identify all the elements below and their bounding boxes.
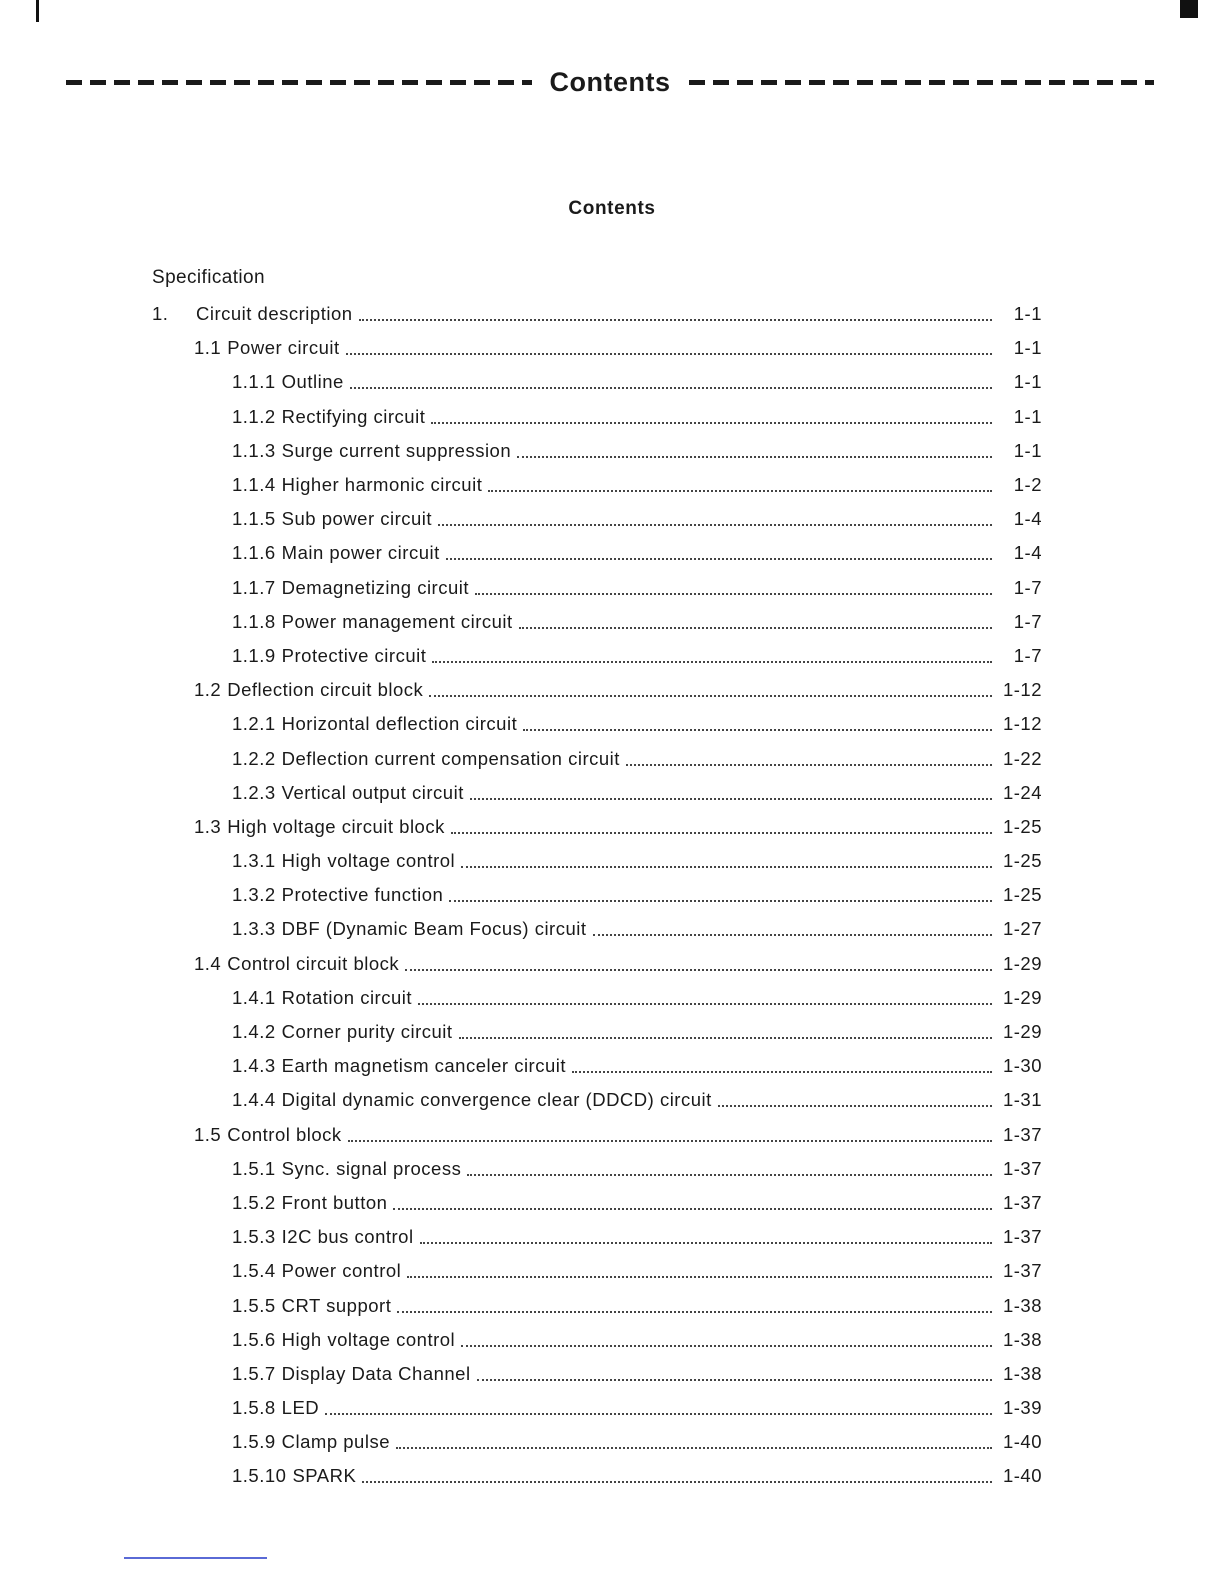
toc-entry-number: 1.1 bbox=[194, 337, 222, 359]
toc-entry-title: High voltage control bbox=[281, 850, 456, 872]
toc-entry[interactable] bbox=[0, 912, 1224, 946]
header-dash-rule-right bbox=[689, 80, 1155, 85]
toc-entry[interactable] bbox=[0, 1459, 1224, 1493]
toc-entry-number: 1.5.6 bbox=[232, 1328, 276, 1350]
toc-entry[interactable] bbox=[0, 1391, 1224, 1425]
toc-entry[interactable] bbox=[0, 1220, 1224, 1254]
toc-entry-page: 1-29 bbox=[1002, 952, 1042, 974]
toc-entry-page: 1-38 bbox=[1002, 1362, 1042, 1384]
toc-dot-leader bbox=[418, 983, 992, 1005]
toc-entry-page: 1-22 bbox=[1002, 747, 1042, 769]
toc-dot-leader bbox=[523, 709, 992, 731]
toc-dot-leader bbox=[593, 914, 992, 936]
toc-entry[interactable] bbox=[0, 400, 1224, 434]
toc-dot-leader bbox=[393, 1188, 992, 1210]
toc-entry-number: 1.5.3 bbox=[232, 1226, 276, 1248]
toc-entry[interactable] bbox=[0, 981, 1224, 1015]
toc-entry-title: Front button bbox=[281, 1191, 388, 1213]
toc-dot-leader bbox=[348, 1120, 992, 1142]
toc-dot-leader bbox=[517, 436, 992, 458]
toc-entry-title: Main power circuit bbox=[281, 542, 440, 564]
toc-entry[interactable] bbox=[0, 536, 1224, 570]
toc-entry-number: 1.1.1 bbox=[232, 371, 276, 393]
toc-entry[interactable] bbox=[0, 468, 1224, 502]
toc-entry-title: Power management circuit bbox=[281, 610, 513, 632]
toc-entry-page: 1-38 bbox=[1002, 1294, 1042, 1316]
toc-entry-title: DBF (Dynamic Beam Focus) circuit bbox=[281, 918, 587, 940]
toc-dot-leader bbox=[461, 1325, 992, 1347]
toc-dot-leader bbox=[396, 1427, 992, 1449]
toc-entry-title: Deflection circuit block bbox=[227, 679, 424, 701]
toc-entry[interactable] bbox=[0, 947, 1224, 981]
toc-entry-page: 1-40 bbox=[1002, 1465, 1042, 1487]
toc-entry-page: 1-12 bbox=[1002, 679, 1042, 701]
toc-entry[interactable] bbox=[0, 741, 1224, 775]
toc-entry-number: 1.5 bbox=[194, 1123, 222, 1145]
toc-entry-page: 1-7 bbox=[1013, 610, 1042, 632]
toc-dot-leader bbox=[459, 1017, 992, 1039]
toc-entry[interactable] bbox=[0, 673, 1224, 707]
toc-entry-title: Rotation circuit bbox=[281, 986, 413, 1008]
toc-entry-title: Power control bbox=[281, 1260, 402, 1282]
toc-dot-leader bbox=[626, 744, 992, 766]
toc-entry-number: 1.1.2 bbox=[232, 405, 276, 427]
toc-entry[interactable] bbox=[0, 1288, 1224, 1322]
toc-entry-page: 1-4 bbox=[1013, 508, 1042, 530]
toc-entry-title: Control circuit block bbox=[227, 952, 400, 974]
toc-entry[interactable] bbox=[0, 707, 1224, 741]
toc-entry-title: CRT support bbox=[281, 1294, 392, 1316]
toc-entry-number: 1.5.2 bbox=[232, 1191, 276, 1213]
toc-entry-title: Deflection current compensation circuit bbox=[281, 747, 620, 769]
toc-dot-leader bbox=[475, 573, 992, 595]
page-edge-mark-right bbox=[1180, 0, 1198, 18]
toc-entry[interactable] bbox=[0, 810, 1224, 844]
toc-entry[interactable] bbox=[0, 1118, 1224, 1152]
toc-entry[interactable] bbox=[0, 1049, 1224, 1083]
toc-entry-number: 1.4.2 bbox=[232, 1021, 276, 1043]
toc-entry-number: 1.5.5 bbox=[232, 1294, 276, 1316]
toc-entry[interactable] bbox=[0, 502, 1224, 536]
toc-entry-number: 1.3.2 bbox=[232, 884, 276, 906]
toc-dot-leader bbox=[362, 1461, 992, 1483]
toc-dot-leader bbox=[431, 402, 992, 424]
toc-entry-page: 1-4 bbox=[1013, 542, 1042, 564]
footer-rule bbox=[124, 1557, 267, 1559]
toc-dot-leader bbox=[325, 1393, 992, 1415]
toc-entry-page: 1-1 bbox=[1013, 303, 1042, 325]
toc-entry-page: 1-37 bbox=[1002, 1226, 1042, 1248]
toc-entry-title: Higher harmonic circuit bbox=[281, 474, 483, 496]
toc-entry-number: 1.3.3 bbox=[232, 918, 276, 940]
toc-entry-number: 1.1.5 bbox=[232, 508, 276, 530]
toc-entry[interactable] bbox=[0, 571, 1224, 605]
toc-entry-page: 1-7 bbox=[1013, 644, 1042, 666]
toc-entry[interactable] bbox=[0, 1152, 1224, 1186]
toc-entry-title: High voltage control bbox=[281, 1328, 456, 1350]
toc-entry-number: 1.4.1 bbox=[232, 986, 276, 1008]
toc-entry-title: Sync. signal process bbox=[281, 1157, 462, 1179]
toc-entry-page: 1-24 bbox=[1002, 781, 1042, 803]
toc-entry-title: Horizontal deflection circuit bbox=[281, 713, 518, 735]
toc-entry-page: 1-1 bbox=[1013, 439, 1042, 461]
toc-entry-page: 1-37 bbox=[1002, 1157, 1042, 1179]
toc-entry-number: 1.1.6 bbox=[232, 542, 276, 564]
page-title: Contents bbox=[568, 198, 656, 219]
toc-entry-title: Clamp pulse bbox=[281, 1431, 390, 1453]
toc-entry-page: 1-30 bbox=[1002, 1055, 1042, 1077]
header-dash-rule-left bbox=[66, 80, 532, 85]
toc-entry-page: 1-25 bbox=[1002, 815, 1042, 837]
toc-dot-leader bbox=[405, 949, 992, 971]
toc-entry-number: 1.4 bbox=[194, 952, 222, 974]
toc-dot-leader bbox=[397, 1291, 992, 1313]
toc-entry-number: 1.4.3 bbox=[232, 1055, 276, 1077]
toc-dot-leader bbox=[359, 299, 992, 321]
toc-entry-title: LED bbox=[281, 1397, 320, 1419]
toc-entry-page: 1-1 bbox=[1013, 371, 1042, 393]
toc-entry-title: SPARK bbox=[292, 1465, 357, 1487]
toc-dot-leader bbox=[407, 1256, 992, 1278]
toc-entry-title: Protective circuit bbox=[281, 644, 427, 666]
toc-entry[interactable] bbox=[0, 776, 1224, 810]
toc-entry-number: 1.2.2 bbox=[232, 747, 276, 769]
toc-entry[interactable] bbox=[0, 639, 1224, 673]
toc-dot-leader bbox=[467, 1154, 992, 1176]
toc-entry-number: 1.5.4 bbox=[232, 1260, 276, 1282]
toc-entry-title: Corner purity circuit bbox=[281, 1021, 453, 1043]
toc-entry-page: 1-37 bbox=[1002, 1191, 1042, 1213]
toc-dot-leader bbox=[519, 607, 992, 629]
toc-entry-title: Sub power circuit bbox=[281, 508, 433, 530]
toc-entry[interactable] bbox=[0, 1186, 1224, 1220]
toc-entry-page: 1-12 bbox=[1002, 713, 1042, 735]
toc-entry-title: Protective function bbox=[281, 884, 444, 906]
toc-entry-number: 1.1.9 bbox=[232, 644, 276, 666]
toc-entry-page: 1-37 bbox=[1002, 1260, 1042, 1282]
toc-entry-page: 1-39 bbox=[1002, 1397, 1042, 1419]
toc-entry-number: 1.1.8 bbox=[232, 610, 276, 632]
toc-entry-title: Outline bbox=[281, 371, 344, 393]
toc-entry-page: 1-38 bbox=[1002, 1328, 1042, 1350]
toc-entry-number: 1.3 bbox=[194, 815, 222, 837]
toc-entry-number: 1.5.10 bbox=[232, 1465, 287, 1487]
toc-entry-page: 1-37 bbox=[1002, 1123, 1042, 1145]
toc-entry-title: Digital dynamic convergence clear (DDCD) circuit bbox=[281, 1089, 712, 1111]
toc-entry-page: 1-7 bbox=[1013, 576, 1042, 598]
toc-dot-leader bbox=[451, 812, 992, 834]
toc-entry[interactable] bbox=[0, 1254, 1224, 1288]
toc-dot-leader bbox=[718, 1085, 992, 1107]
toc-entry[interactable] bbox=[0, 1083, 1224, 1117]
toc-entry-number: 1. bbox=[152, 303, 169, 325]
toc-entry-title: Demagnetizing circuit bbox=[281, 576, 470, 598]
toc-entry-page: 1-1 bbox=[1013, 405, 1042, 427]
toc-entry[interactable] bbox=[0, 1425, 1224, 1459]
toc-dot-leader bbox=[449, 880, 992, 902]
toc-entry[interactable] bbox=[0, 297, 1224, 331]
page-header bbox=[66, 62, 1154, 102]
toc-entry-title: Circuit description bbox=[196, 303, 353, 325]
toc-entry-title: High voltage circuit block bbox=[227, 815, 445, 837]
toc-entry-page: 1-31 bbox=[1002, 1089, 1042, 1111]
toc-entry-number: 1.2.1 bbox=[232, 713, 276, 735]
toc-dot-leader bbox=[446, 538, 992, 560]
toc-entry[interactable] bbox=[0, 434, 1224, 468]
table-of-contents bbox=[0, 297, 1224, 1494]
toc-entry-page: 1-1 bbox=[1013, 337, 1042, 359]
toc-dot-leader bbox=[350, 367, 992, 389]
toc-entry-number: 1.2.3 bbox=[232, 781, 276, 803]
toc-dot-leader bbox=[432, 641, 992, 663]
toc-entry[interactable] bbox=[0, 844, 1224, 878]
toc-entry-number: 1.5.7 bbox=[232, 1362, 276, 1384]
toc-dot-leader bbox=[461, 846, 992, 868]
toc-entry-page: 1-29 bbox=[1002, 986, 1042, 1008]
toc-entry-title: I2C bus control bbox=[281, 1226, 414, 1248]
toc-entry-page: 1-29 bbox=[1002, 1021, 1042, 1043]
toc-dot-leader bbox=[438, 504, 992, 526]
toc-entry-number: 1.3.1 bbox=[232, 850, 276, 872]
toc-entry[interactable] bbox=[0, 365, 1224, 399]
toc-entry[interactable] bbox=[0, 1357, 1224, 1391]
toc-entry-title: Vertical output circuit bbox=[281, 781, 464, 803]
toc-entry-number: 1.5.8 bbox=[232, 1397, 276, 1419]
toc-entry-title: Surge current suppression bbox=[281, 439, 512, 461]
header-title: Contents bbox=[549, 66, 671, 97]
toc-dot-leader bbox=[420, 1222, 992, 1244]
toc-entry-number: 1.2 bbox=[194, 679, 222, 701]
toc-entry-number: 1.5.1 bbox=[232, 1157, 276, 1179]
toc-entry-title: Rectifying circuit bbox=[281, 405, 426, 427]
toc-entry-number: 1.1.3 bbox=[232, 439, 276, 461]
toc-dot-leader bbox=[477, 1359, 992, 1381]
toc-entry-number: 1.4.4 bbox=[232, 1089, 276, 1111]
toc-section-heading: Specification bbox=[152, 267, 265, 288]
toc-entry-title: Display Data Channel bbox=[281, 1362, 471, 1384]
toc-entry-page: 1-25 bbox=[1002, 884, 1042, 906]
toc-dot-leader bbox=[470, 778, 992, 800]
toc-entry-page: 1-27 bbox=[1002, 918, 1042, 940]
toc-entry[interactable] bbox=[0, 1015, 1224, 1049]
toc-entry-number: 1.1.4 bbox=[232, 474, 276, 496]
toc-entry-number: 1.5.9 bbox=[232, 1431, 276, 1453]
toc-entry[interactable] bbox=[0, 878, 1224, 912]
toc-dot-leader bbox=[429, 675, 992, 697]
toc-entry-page: 1-40 bbox=[1002, 1431, 1042, 1453]
toc-entry-page: 1-25 bbox=[1002, 850, 1042, 872]
toc-entry[interactable] bbox=[0, 331, 1224, 365]
page-edge-mark-left bbox=[36, 0, 39, 22]
toc-dot-leader bbox=[488, 470, 992, 492]
toc-entry-title: Power circuit bbox=[227, 337, 340, 359]
toc-entry-title: Control block bbox=[227, 1123, 342, 1145]
toc-entry-page: 1-2 bbox=[1013, 474, 1042, 496]
toc-entry-title: Earth magnetism canceler circuit bbox=[281, 1055, 567, 1077]
toc-entry[interactable] bbox=[0, 1323, 1224, 1357]
toc-entry-number: 1.1.7 bbox=[232, 576, 276, 598]
toc-dot-leader bbox=[346, 333, 992, 355]
toc-dot-leader bbox=[572, 1051, 992, 1073]
toc-entry[interactable] bbox=[0, 605, 1224, 639]
